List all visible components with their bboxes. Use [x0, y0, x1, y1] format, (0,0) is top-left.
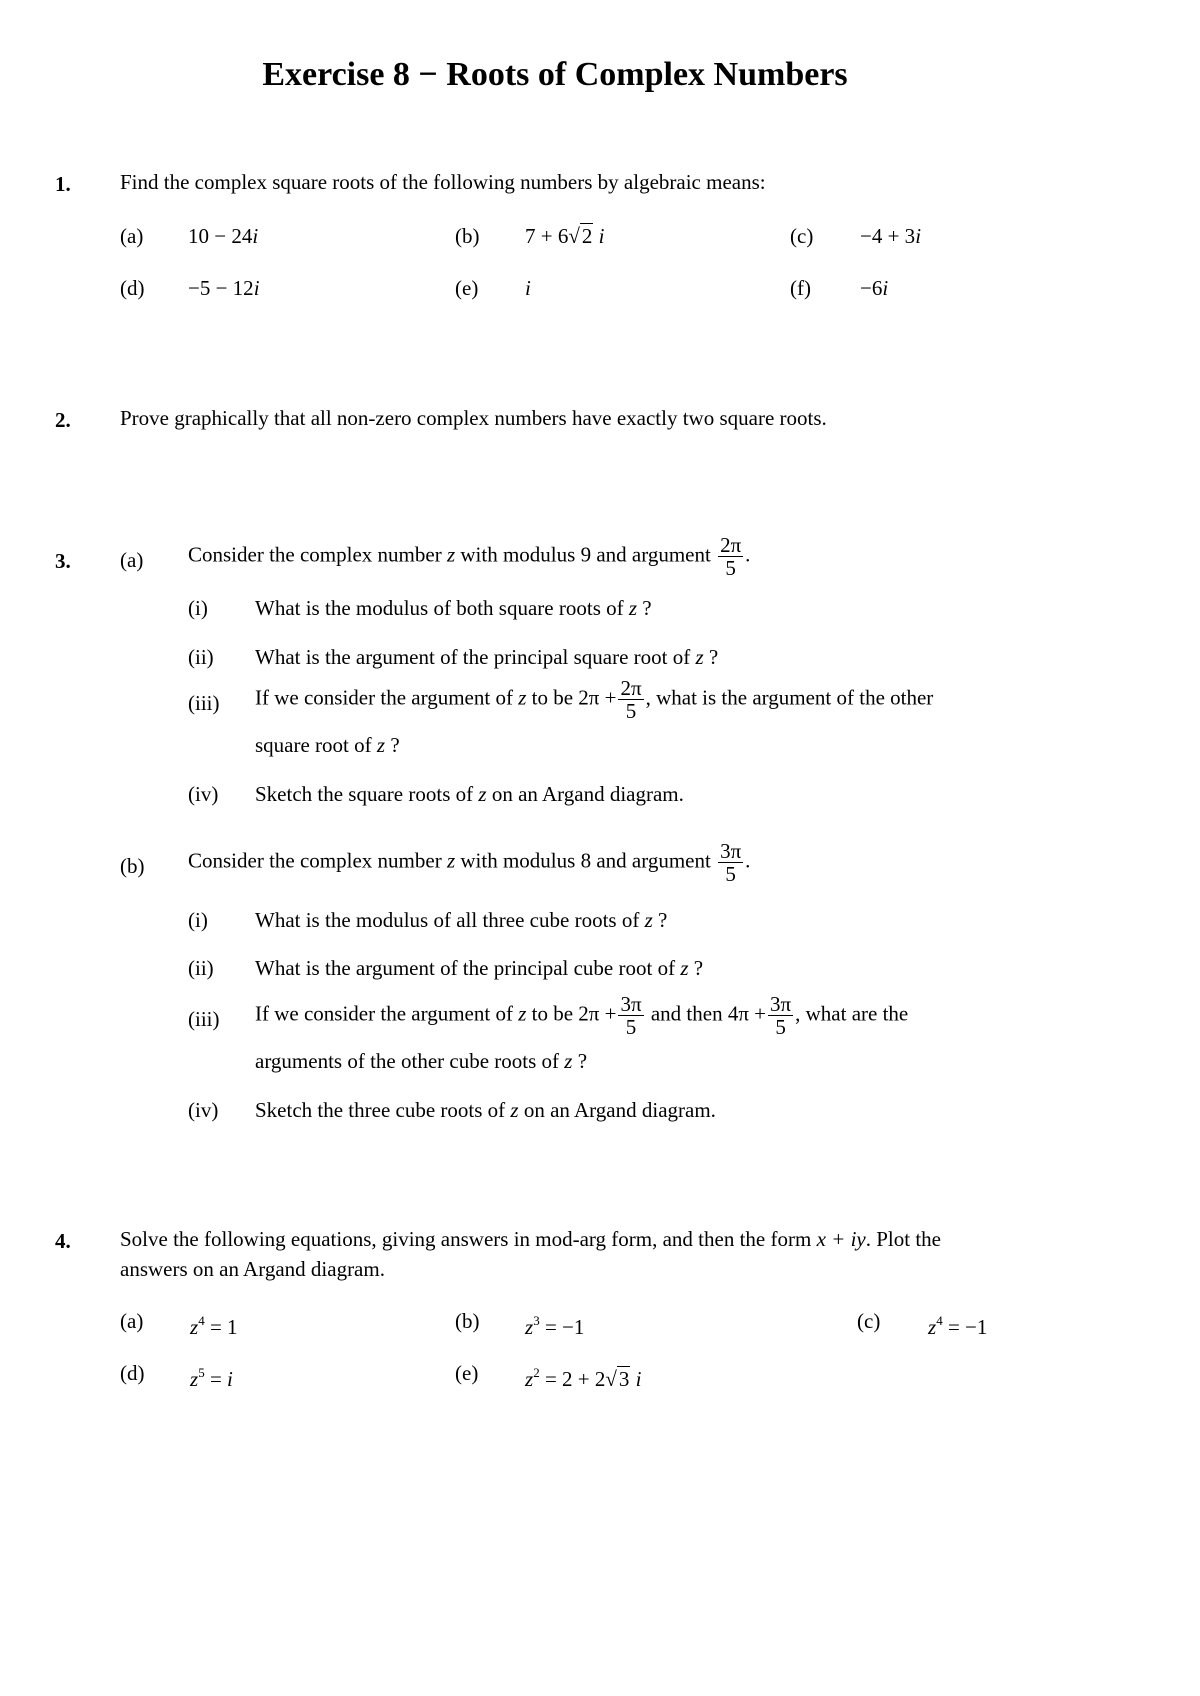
- q1-part-f-expr: −6i: [860, 276, 889, 300]
- q3a-iii-text-line2: square root of z ?: [255, 733, 400, 757]
- q3b-i-text: What is the modulus of all three cube roots of z ?: [255, 908, 668, 932]
- q3b-i-label: (i): [188, 908, 208, 932]
- q1-part-label: (f): [790, 276, 811, 300]
- q1-part-d-expr: −5 − 12i: [188, 276, 260, 300]
- question-1-text: Find the complex square roots of the following numbers by algebraic means:: [120, 170, 766, 194]
- q1-part-c-expr: −4 + 3i: [860, 224, 922, 248]
- q1-part-label: (b): [455, 224, 480, 248]
- question-4-text: Solve the following equations, giving answers in mod-arg form, and then the form x + iy. Plot the: [120, 1227, 941, 1251]
- q3b-text: Consider the complex number z with modulus 8 and argument $\frac{3\pi}{5}$ .: [188, 839, 751, 886]
- q1-part-b-expr: 7 + 6√2 i: [525, 224, 605, 248]
- page-title: Exercise 8 − Roots of Complex Numbers: [262, 56, 848, 93]
- q3a-i-label: (i): [188, 596, 208, 620]
- q4-part-d-expr: $z^5 = i$: [190, 1365, 233, 1391]
- q3a-label: (a): [120, 548, 144, 572]
- question-1-number: 1.: [55, 172, 71, 196]
- q3a-iv-text: Sketch the square roots of z on an Argand diagram.: [255, 782, 684, 806]
- question-3-number: 3.: [55, 549, 71, 573]
- q4-part-label: (b): [455, 1309, 480, 1333]
- q4-part-c-expr: $z^4 = -1$: [928, 1313, 988, 1339]
- q4-part-label: (e): [455, 1361, 479, 1385]
- question-2-number: 2.: [55, 408, 71, 432]
- q1-part-label: (d): [120, 276, 145, 300]
- q3a-i-text: What is the modulus of both square roots of z ?: [255, 596, 652, 620]
- q3b-ii-text: What is the argument of the principal cube root of z ?: [255, 956, 704, 980]
- q1-part-a-expr: 10 − 24i: [188, 224, 259, 248]
- q1-part-label: (e): [455, 276, 479, 300]
- question-2-text: Prove graphically that all non-zero complex numbers have exactly two square roots.: [120, 406, 827, 430]
- q3b-iv-text: Sketch the three cube roots of z on an Argand diagram.: [255, 1098, 716, 1122]
- q3b-ii-label: (ii): [188, 956, 214, 980]
- q3b-iii-text-line2: arguments of the other cube roots of z ?: [255, 1049, 588, 1073]
- q4-part-label: (c): [857, 1309, 881, 1333]
- question-4-text-line2: answers on an Argand diagram.: [120, 1257, 385, 1281]
- q3b-iii-label: (iii): [188, 1007, 220, 1031]
- q1-part-label: (a): [120, 224, 144, 248]
- q3b-label: (b): [120, 854, 145, 878]
- q4-part-label: (d): [120, 1361, 145, 1385]
- question-4-number: 4.: [55, 1229, 71, 1253]
- q3a-iv-label: (iv): [188, 782, 219, 806]
- q3b-iv-label: (iv): [188, 1098, 219, 1122]
- q3b-iii-text: If we consider the argument of z to be 2π + $\frac{3\pi}{5}$ and then 4π + $\frac{3\pi}{5}$ , what are the: [255, 992, 909, 1039]
- q3a-iii-text: If we consider the argument of z to be 2π + $\frac{2\pi}{5}$ , what is the argument of the other: [255, 676, 934, 723]
- q4-part-e-expr: $z^2 = 2 + 2√3$ i: [525, 1365, 642, 1391]
- q1-part-e-expr: i: [525, 276, 531, 300]
- q3a-iii-label: (iii): [188, 691, 220, 715]
- q4-part-b-expr: $z^3 = -1$: [525, 1313, 585, 1339]
- q1-part-label: (c): [790, 224, 814, 248]
- q3a-text: Consider the complex number z with modulus 9 and argument $\frac{2\pi}{5}$ .: [188, 533, 751, 580]
- q4-part-label: (a): [120, 1309, 144, 1333]
- q4-part-a-expr: $z^4 = 1$: [190, 1313, 238, 1339]
- q3a-ii-label: (ii): [188, 645, 214, 669]
- q3a-ii-text: What is the argument of the principal square root of z ?: [255, 645, 719, 669]
